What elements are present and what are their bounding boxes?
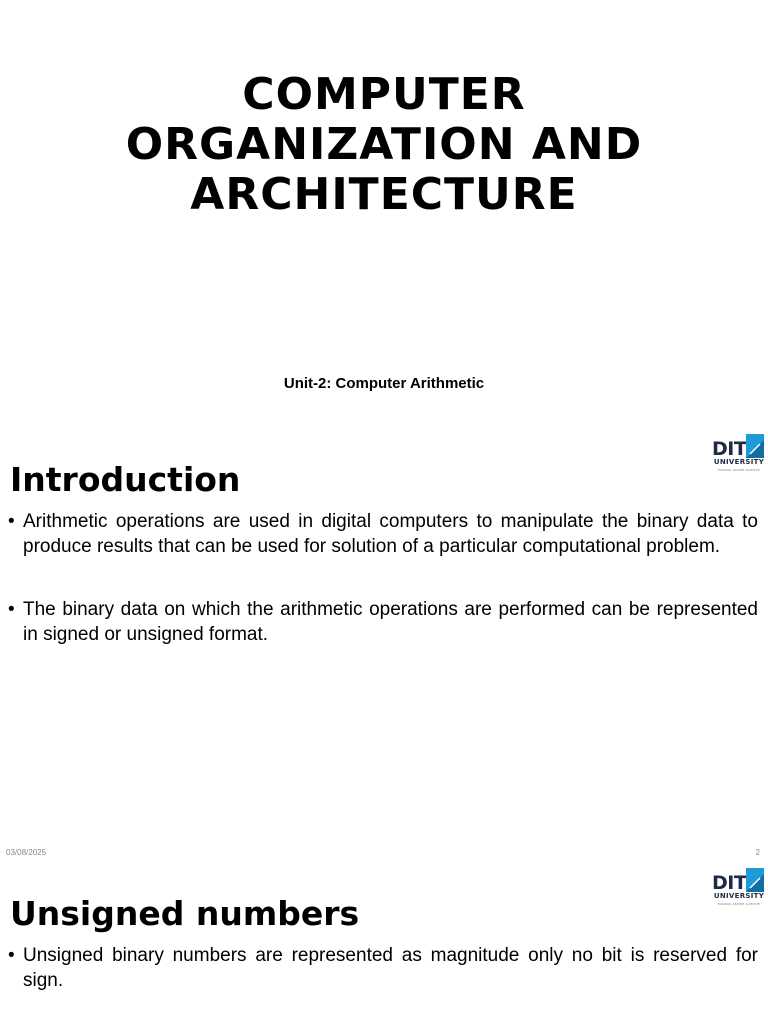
logo-tagline: MAKING ASPIRE ACHIEVE (718, 468, 760, 472)
title-slide (0, 0, 768, 432)
introduction-slide (0, 432, 768, 864)
bullet-item (8, 944, 758, 993)
course-title-line: COMPUTER (242, 69, 526, 120)
unit-subtitle: Unit-2: Computer Arithmetic (283, 375, 485, 392)
course-title-line: ORGANIZATION AND (125, 119, 643, 170)
course-title (0, 70, 768, 220)
unsigned-numbers-slide (0, 864, 768, 1024)
bullet-glyph: • (8, 945, 15, 966)
bullet-text: Unsigned binary numbers are represented as magnitude only no bit is reserved for sign. (23, 945, 758, 991)
bullet-item (8, 598, 758, 647)
logo-text: DIT (712, 872, 747, 894)
logo-text: DIT (712, 438, 747, 460)
logo-mark-icon (744, 434, 766, 460)
bullet-list (8, 510, 758, 647)
slide-heading: Introduction (10, 460, 241, 499)
bullet-item (8, 510, 758, 559)
course-title-line: ARCHITECTURE (190, 169, 578, 220)
bullet-list (8, 944, 758, 993)
slide-heading: Unsigned numbers (10, 894, 360, 933)
footer-date: 03/08/2025 (6, 848, 47, 857)
bullet-glyph: • (8, 599, 15, 620)
dit-university-logo (710, 868, 766, 912)
page-number: 2 (755, 848, 760, 857)
bullet-text: Arithmetic operations are used in digital computers to manipulate the binary data to produce results that can be used for solution of a particular computational problem. (23, 511, 758, 557)
dit-university-logo (710, 434, 766, 478)
logo-mark-icon (744, 868, 766, 894)
logo-tagline: MAKING ASPIRE ACHIEVE (718, 902, 760, 906)
logo-subtext: UNIVERSITY (713, 458, 765, 466)
logo-subtext: UNIVERSITY (713, 892, 765, 900)
bullet-glyph: • (8, 511, 15, 532)
bullet-text: The binary data on which the arithmetic operations are performed can be represented in signed or unsigned format. (23, 599, 758, 645)
